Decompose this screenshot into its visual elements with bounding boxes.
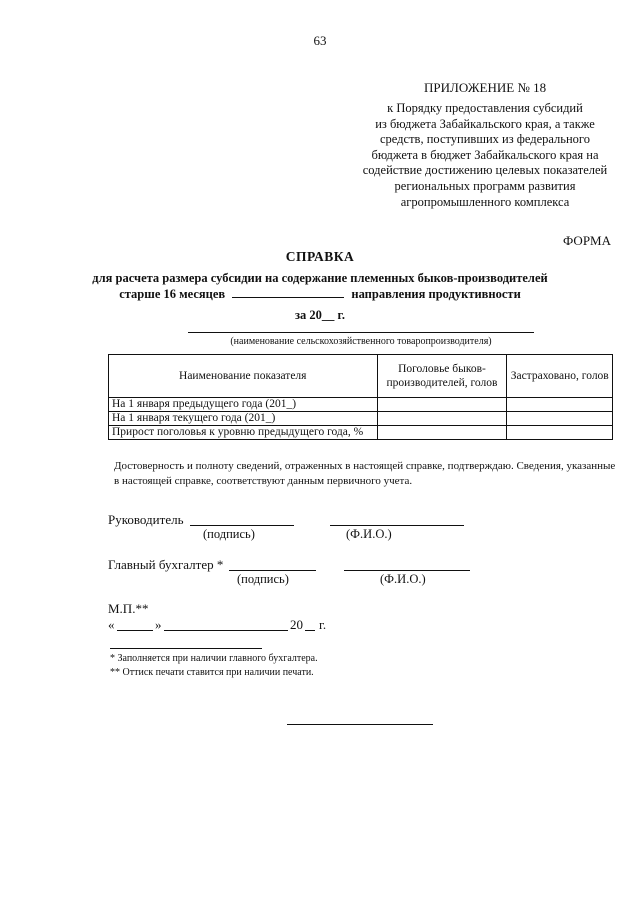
date-close-quote: » bbox=[155, 617, 162, 632]
row-label: На 1 января предыдущего года (201_) bbox=[109, 398, 378, 412]
table-row bbox=[109, 398, 613, 412]
subtitle-line-2 bbox=[0, 286, 640, 302]
date-day-field[interactable] bbox=[117, 630, 153, 631]
head-count-cell[interactable] bbox=[377, 398, 507, 412]
footnote-divider bbox=[110, 648, 262, 649]
insured-cell[interactable] bbox=[507, 426, 613, 440]
appendix-title: ПРИЛОЖЕНИЕ № 18 bbox=[424, 80, 547, 95]
accountant-signature-field[interactable] bbox=[229, 570, 316, 571]
header-head-count: Поголовье быков-производителей, голов bbox=[377, 355, 507, 398]
date-year-prefix: 20 bbox=[290, 617, 303, 632]
appendix-line: бюджета в бюджет Забайкальского края на bbox=[371, 147, 599, 162]
appendix-line: из бюджета Забайкальского края, а также bbox=[375, 116, 595, 131]
accountant-label: Главный бухгалтер * bbox=[108, 557, 224, 572]
footnote-2: ** Оттиск печати ставится при наличии печати. bbox=[110, 667, 314, 678]
subtitle-line-2-start: старше 16 месяцев bbox=[119, 287, 226, 301]
report-period: за 20__ г. bbox=[295, 308, 345, 322]
confirmation-text: Достоверность и полноту сведений, отраженных в настоящей справке, подтверждаю. Сведения, указанные в настоящей справке, соответствуют данным первичного учета. bbox=[114, 460, 616, 487]
insured-cell[interactable] bbox=[507, 398, 613, 412]
table-header-row bbox=[109, 355, 613, 398]
indicators-table bbox=[108, 354, 613, 440]
appendix-line: агропромышленного комплекса bbox=[400, 194, 570, 209]
appendix-line: к Порядку предоставления субсидий bbox=[387, 101, 583, 115]
appendix-line: региональных программ развития bbox=[394, 178, 576, 193]
accountant-name-field[interactable] bbox=[344, 570, 470, 571]
accountant-signature-caption: (подпись) bbox=[237, 572, 289, 586]
document-subtitle bbox=[0, 270, 640, 302]
head-signature-field[interactable] bbox=[190, 525, 294, 526]
table-row bbox=[109, 426, 613, 440]
table-row bbox=[109, 412, 613, 426]
subtitle-line-1: для расчета размера субсидии на содержание племенных быков-производителей bbox=[92, 271, 548, 285]
head-count-cell[interactable] bbox=[377, 426, 507, 440]
appendix-reference bbox=[345, 101, 625, 210]
date-open-quote: « bbox=[108, 617, 115, 632]
header-indicator-name: Наименование показателя bbox=[109, 355, 378, 398]
appendix-line: содействие достижению целевых показателей bbox=[362, 163, 608, 178]
footnote-1: * Заполняется при наличии главного бухгалтера. bbox=[110, 653, 318, 664]
page-number: 63 bbox=[313, 33, 327, 48]
org-name-caption: (наименование сельскохозяйственного товаропроизводителя) bbox=[230, 336, 492, 347]
date-month-field[interactable] bbox=[164, 630, 288, 631]
form-label: ФОРМА bbox=[563, 233, 611, 248]
head-signature-caption: (подпись) bbox=[203, 527, 255, 541]
end-of-form-rule bbox=[287, 724, 433, 725]
header-insured: Застраховано, голов bbox=[507, 355, 613, 398]
row-label: Прирост поголовья к уровню предыдущего года, % bbox=[109, 426, 378, 440]
head-label: Руководитель bbox=[108, 512, 184, 527]
head-name-caption: (Ф.И.О.) bbox=[346, 527, 392, 541]
document-title: СПРАВКА bbox=[285, 249, 355, 264]
appendix-line: средств, поступивших из федерального bbox=[379, 132, 591, 147]
accountant-name-caption: (Ф.И.О.) bbox=[380, 572, 426, 586]
org-name-field[interactable] bbox=[188, 332, 534, 333]
row-label: На 1 января текущего года (201_) bbox=[109, 412, 378, 426]
direction-blank-field[interactable] bbox=[232, 287, 344, 298]
stamp-label: М.П.** bbox=[108, 601, 149, 616]
subtitle-line-2-end: направления продуктивности bbox=[351, 287, 521, 301]
head-count-cell[interactable] bbox=[377, 412, 507, 426]
insured-cell[interactable] bbox=[507, 412, 613, 426]
date-year-field[interactable] bbox=[305, 630, 315, 631]
head-name-field[interactable] bbox=[330, 525, 464, 526]
date-year-suffix: г. bbox=[319, 617, 327, 632]
